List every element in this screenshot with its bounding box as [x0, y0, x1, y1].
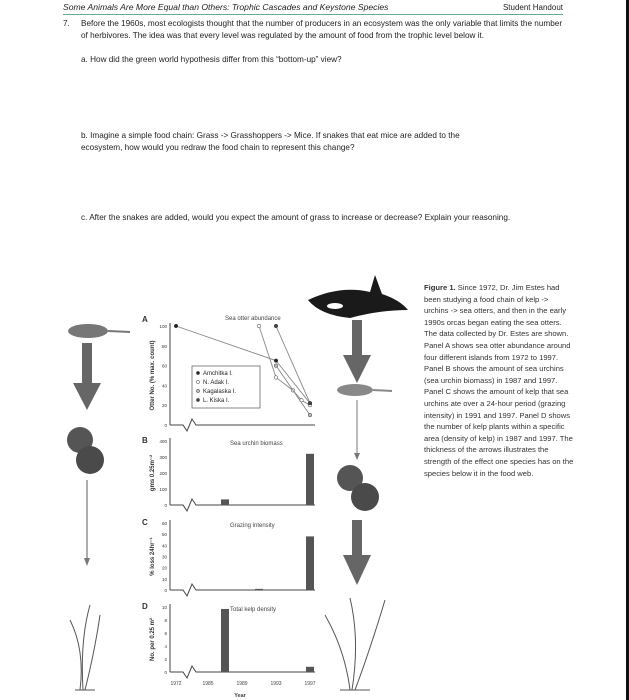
question-a: a. How did the green world hypothesis differ from this “bottom-up” view? — [81, 55, 342, 64]
handout-title: Some Animals Are More Equal than Others: Trophic Cascades and Keystone Species — [63, 2, 389, 12]
arrow-thin-right-icon — [354, 400, 360, 460]
y-tick-label: 2 — [164, 657, 167, 662]
y-tick-label: 60 — [161, 521, 167, 526]
y-tick-label: 100 — [159, 324, 167, 329]
kelp-right-icon — [325, 598, 385, 690]
x-tick-label: 1993 — [270, 681, 282, 687]
x-axis — [170, 419, 315, 431]
panel-letter: D — [142, 602, 148, 611]
y-tick-label: 100 — [159, 487, 167, 492]
question-text: Before the 1960s, most ecologists thought that the number of producers in an ecosystem was the only variable that limits the number of herbivores. The idea was that every level was regulated by the amount of food from the trophic level below it. — [81, 19, 563, 40]
x-tick-label: 1985 — [202, 681, 214, 687]
y-tick-label: 0 — [164, 423, 167, 428]
y-tick-label: 200 — [159, 471, 167, 476]
data-point — [274, 324, 278, 328]
bar — [306, 536, 314, 590]
y-tick-label: 40 — [161, 383, 167, 389]
arrow-thin-left-icon — [84, 480, 90, 566]
y-axis-label: % loss 24hr⁻¹ — [150, 537, 156, 576]
y-tick-label: 8 — [164, 618, 167, 623]
y-tick-label: 10 — [161, 576, 167, 582]
y-tick-label: 400 — [159, 439, 167, 444]
y-tick-label: 40 — [161, 543, 167, 549]
y-tick-label: 50 — [161, 532, 167, 538]
data-point — [274, 376, 278, 380]
legend-marker — [196, 398, 199, 401]
bar — [255, 589, 263, 590]
y-axis-label: gms 0.25m⁻² — [150, 454, 156, 492]
question-b: b. Imagine a simple food chain: Grass -> Grasshoppers -> Mice. If snakes that eat mice are added to the ecosystem, how would you redraw the food chain to represent this change? — [81, 131, 460, 152]
x-axis — [170, 499, 315, 511]
handout-label: Student Handout — [502, 3, 563, 12]
arrow-thick-left-1-icon — [73, 343, 101, 410]
figure-caption-text: Since 1972, Dr. Jim Estes had been studying a food chain of kelp -> urchins -> sea otters, and then in the early 1990s orcas began eating the sea otters. The data collected by Dr. Estes are shown. Panel A shows sea otter abundance around four different islands from 1972 to 1997. Panel B shows the amount of sea urchins (sea urchin biomass) in 1987 and 1997. Panel C shows the amount of kelp that sea urchins ate over a 24-hour period (grazing intensity) in 1991 and 1997. Panel D shows the number of kelp plants within a specific area (density of kelp) in 1987 and 1997. The thickness of the arrows illustrates the strength of the effect one species has on the species below it in the food web. — [424, 283, 574, 478]
data-point — [257, 324, 261, 328]
panel-title: Total kelp density — [230, 607, 277, 613]
urchins-left-icon — [67, 427, 104, 474]
legend-marker — [196, 380, 199, 383]
y-axis-label: Otter No. (% max. count) — [150, 340, 156, 411]
legend-label: L. Kiska I. — [203, 398, 230, 404]
legend-label: Amchitka I. — [203, 371, 233, 377]
orca-icon — [308, 275, 408, 318]
x-axis — [170, 584, 315, 596]
y-tick-label: 20 — [161, 403, 167, 409]
y-tick-label: 4 — [164, 644, 167, 649]
legend-label: N. Adak I. — [203, 380, 230, 386]
y-tick-label: 10 — [161, 605, 167, 610]
y-tick-label: 0 — [164, 670, 167, 675]
data-point — [308, 401, 312, 405]
bar — [221, 609, 229, 672]
sea-otter-right-icon — [337, 384, 392, 396]
y-tick-label: 6 — [164, 631, 167, 636]
legend-marker — [196, 389, 199, 392]
panel-letter: C — [142, 518, 148, 527]
arrow-thick-right-2-icon — [343, 520, 371, 585]
bar — [306, 667, 314, 672]
y-tick-label: 0 — [164, 588, 167, 593]
figure-label: Figure 1. — [424, 283, 456, 292]
legend-label: Kagalaska I. — [203, 389, 237, 395]
question-c: c. After the snakes are added, would you expect the amount of grass to increase or decrease? Explain your reasoning. — [81, 213, 511, 222]
sea-otter-left-icon — [68, 324, 130, 338]
legend-marker — [196, 371, 199, 374]
x-tick-label: 1989 — [236, 681, 248, 687]
arrow-thick-right-1-icon — [343, 320, 371, 383]
data-point — [174, 324, 178, 328]
panel-letter: A — [142, 315, 148, 324]
x-axis — [170, 666, 315, 678]
data-point — [308, 413, 312, 417]
panel-title: Grazing intensity — [230, 523, 275, 529]
bar — [221, 499, 229, 505]
series-line — [276, 366, 310, 416]
x-tick-label: 1972 — [170, 681, 182, 687]
urchins-right-icon — [337, 465, 379, 511]
data-point — [274, 359, 278, 363]
y-tick-label: 20 — [161, 565, 167, 571]
bar — [306, 454, 314, 505]
y-tick-label: 300 — [159, 455, 167, 460]
data-point — [274, 364, 278, 368]
x-axis-label: Year — [234, 693, 246, 699]
panel-letter: B — [142, 436, 148, 445]
panel-title: Sea urchin biomass — [230, 441, 283, 447]
y-tick-label: 60 — [161, 363, 167, 369]
y-tick-label: 0 — [164, 503, 167, 508]
y-axis-label: No. per 0.25 m² — [150, 617, 156, 662]
y-tick-label: 30 — [161, 554, 167, 560]
y-tick-label: 80 — [161, 343, 167, 349]
panel-title: Sea otter abundance — [225, 316, 281, 322]
kelp-left-icon — [70, 605, 100, 690]
x-tick-label: 1997 — [304, 681, 316, 687]
question-number: 7. — [63, 19, 70, 28]
